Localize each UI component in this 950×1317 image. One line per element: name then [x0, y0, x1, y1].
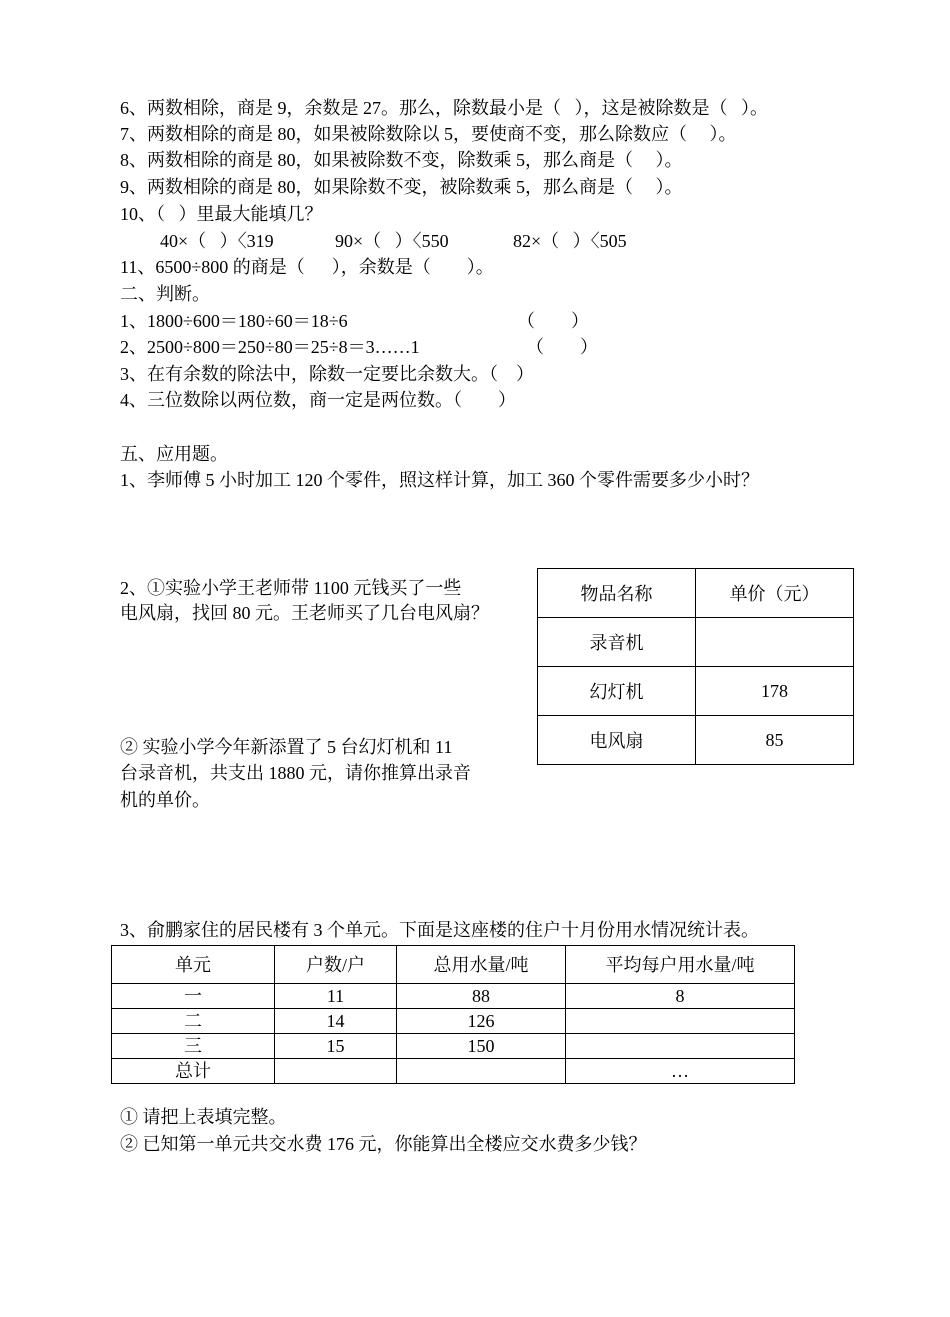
- table-cell: 85: [696, 716, 854, 765]
- question-11: 11、6500÷800 的商是（ ），余数是（ ）。: [120, 257, 494, 277]
- question-10-item: 90×（ ）〈550: [335, 231, 449, 251]
- table-row: [112, 1034, 795, 1059]
- table-row: [112, 1059, 795, 1084]
- table-row: [538, 667, 854, 716]
- table-cell: 总计: [112, 1059, 275, 1084]
- table-header-cell: 单元: [112, 946, 275, 984]
- judge-item-1: 1、1800÷600＝180÷60＝18÷6: [120, 311, 348, 331]
- table-cell: …: [566, 1059, 795, 1084]
- table-row: [112, 984, 795, 1009]
- table-cell: [566, 1034, 795, 1059]
- water-usage-table: [111, 945, 795, 1084]
- judge-item-4: 4、三位数除以两位数，商一定是两位数。（ ）: [120, 390, 516, 410]
- table-cell: 电风扇: [538, 716, 696, 765]
- applied-question-2-part2-line2: 台录音机，共支出 1880 元，请你推算出录音: [120, 763, 471, 783]
- applied-question-3-sub2: ② 已知第一单元共交水费 176 元，你能算出全楼应交水费多少钱？: [120, 1134, 647, 1154]
- judge-item-2: 2、2500÷800＝250÷80＝25÷8＝3……1: [120, 337, 420, 357]
- question-10-item: 40×（ ）〈319: [160, 231, 274, 251]
- judge-bracket-2: （ ）: [526, 337, 598, 357]
- question-10-item: 82×（ ）〈505: [513, 231, 627, 251]
- table-row: [112, 1009, 795, 1034]
- table-cell: 14: [275, 1009, 397, 1034]
- question-7: 7、两数相除的商是 80，如果被除数除以 5，要使商不变，那么除数应（ ）。: [120, 124, 737, 144]
- table-cell: 15: [275, 1034, 397, 1059]
- applied-question-3: 3、俞鹏家住的居民楼有 3 个单元。下面是这座楼的住户十月份用水情况统计表。: [120, 920, 759, 940]
- question-8: 8、两数相除的商是 80，如果被除数不变，除数乘 5，那么商是（ ）。: [120, 150, 683, 170]
- table-header-cell: 单价（元）: [696, 569, 854, 618]
- price-table: [537, 568, 854, 765]
- section-heading-judge: 二、判断。: [120, 284, 210, 304]
- table-header-cell: 平均每户用水量/吨: [566, 946, 795, 984]
- table-row: [538, 716, 854, 765]
- applied-question-3-sub1: ① 请把上表填完整。: [120, 1107, 287, 1127]
- table-cell: 150: [397, 1034, 566, 1059]
- applied-question-1: 1、李师傅 5 小时加工 120 个零件，照这样计算，加工 360 个零件需要多少小时？: [120, 470, 759, 490]
- table-cell: 178: [696, 667, 854, 716]
- table-cell: 二: [112, 1009, 275, 1034]
- applied-question-2-part2-line3: 机的单价。: [120, 790, 210, 810]
- question-6: 6、两数相除，商是 9，余数是 27。那么，除数最小是（ ），这是被除数是（ ）。: [120, 98, 768, 118]
- table-row: [538, 618, 854, 667]
- table-cell: [696, 618, 854, 667]
- applied-question-2-part1-line2: 电风扇，找回 80 元。王老师买了几台电风扇？: [120, 603, 489, 623]
- table-header-row: [112, 946, 795, 984]
- table-cell: 88: [397, 984, 566, 1009]
- table-cell: 8: [566, 984, 795, 1009]
- table-cell: [397, 1059, 566, 1084]
- applied-question-2-part1-line1: 2、①实验小学王老师带 1100 元钱买了一些: [120, 578, 462, 598]
- table-header-cell: 总用水量/吨: [397, 946, 566, 984]
- question-10: 10、（ ）里最大能填几？: [120, 204, 323, 224]
- applied-question-2-part2-line1: ② 实验小学今年新添置了 5 台幻灯机和 11: [120, 737, 453, 757]
- table-cell: 录音机: [538, 618, 696, 667]
- judge-bracket-1: （ ）: [517, 311, 589, 331]
- table-cell: [566, 1009, 795, 1034]
- table-cell: 11: [275, 984, 397, 1009]
- table-cell: 126: [397, 1009, 566, 1034]
- table-cell: 幻灯机: [538, 667, 696, 716]
- table-cell: [275, 1059, 397, 1084]
- question-9: 9、两数相除的商是 80，如果除数不变，被除数乘 5，那么商是（ ）。: [120, 177, 683, 197]
- judge-item-3: 3、在有余数的除法中，除数一定要比余数大。（ ）: [120, 364, 534, 384]
- table-cell: 三: [112, 1034, 275, 1059]
- table-header-cell: 物品名称: [538, 569, 696, 618]
- section-heading-applied: 五、应用题。: [120, 444, 228, 464]
- table-cell: 一: [112, 984, 275, 1009]
- table-header-cell: 户数/户: [275, 946, 397, 984]
- table-header-row: [538, 569, 854, 618]
